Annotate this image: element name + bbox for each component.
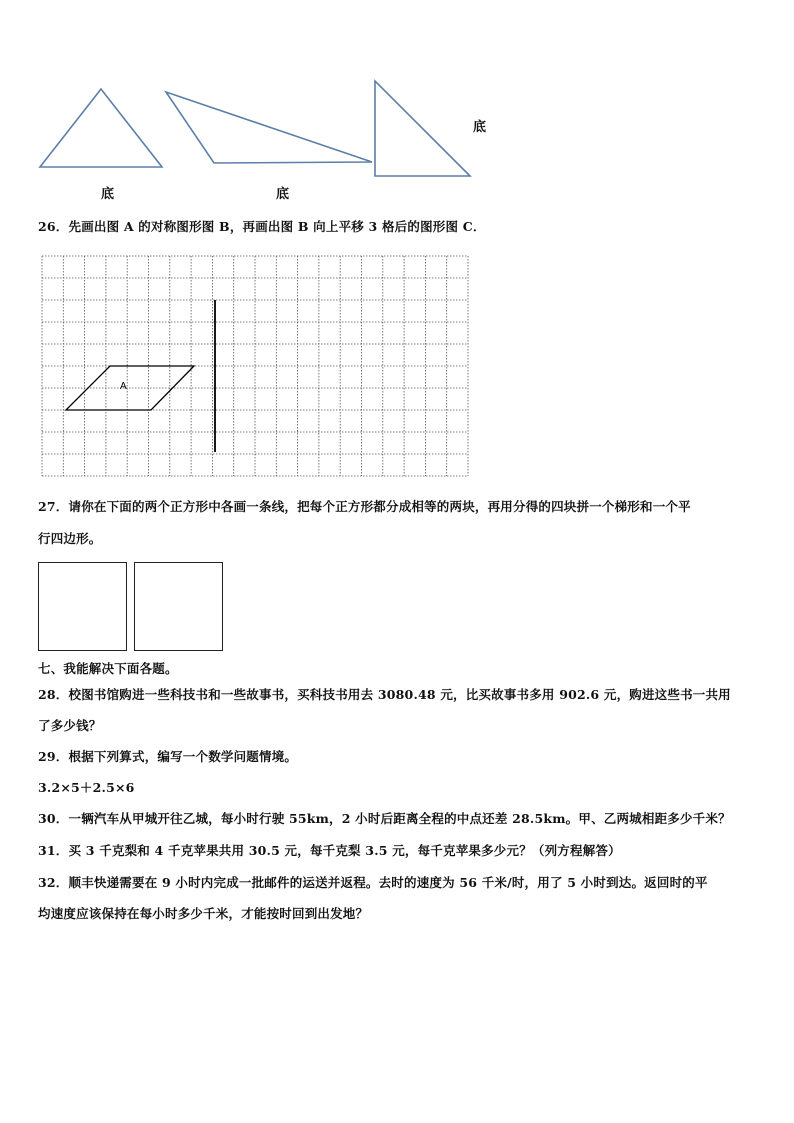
triangle-base-label-3: 底 — [473, 120, 487, 135]
question-29-formula: 3.2×5＋2.5×6 — [38, 780, 135, 795]
question-26: 26．先画出图 A 的对称图形图 B，再画出图 B 向上平移 3 格后的图形图 C． — [38, 219, 486, 234]
shape-a-label: A — [120, 381, 127, 392]
question-27-line-2: 行四边形。 — [38, 531, 102, 546]
triangle-2 — [166, 92, 372, 163]
question-28-line-1: 28．校图书馆购进一些科技书和一些故事书，买科技书用去 3080.48 元，比买故事书多用 902.6 元，购进这些书一共用 — [38, 687, 731, 702]
question-31: 31．买 3 千克梨和 4 千克苹果共用 30.5 元，每千克梨 3.5 元，每千克苹果多少元？（列方程解答） — [38, 843, 621, 858]
triangle-1 — [40, 89, 162, 167]
question-32-line-1: 32．顺丰快递需要在 9 小时内完成一批邮件的运送并返程。去时的速度为 56 千米/时，用了 5 小时到达。返回时的平 — [38, 875, 708, 890]
question-27-line-1: 27．请你在下面的两个正方形中各画一条线，把每个正方形都分成相等的两块，再用分得的四块拼一个梯形和一个平 — [38, 499, 691, 514]
question-28-line-2: 了多少钱？ — [38, 718, 102, 733]
triangle-base-label-1: 底 — [101, 187, 115, 202]
triangle-base-label-2: 底 — [276, 187, 290, 202]
grid-figure — [38, 252, 478, 482]
triangle-3 — [375, 81, 470, 176]
square-1[interactable] — [38, 562, 127, 651]
triangles-figure — [0, 0, 794, 200]
section-7-title: 七、我能解决下面各题。 — [38, 661, 178, 676]
square-2[interactable] — [134, 562, 223, 651]
question-30: 30．一辆汽车从甲城开往乙城，每小时行驶 55km，2 小时后距离全程的中点还差 28.5km。甲、乙两城相距多少千米？ — [38, 811, 731, 826]
question-32-line-2: 均速度应该保持在每小时多少千米，才能按时回到出发地？ — [38, 906, 369, 921]
question-29: 29．根据下列算式，编写一个数学问题情境。 — [38, 749, 298, 764]
